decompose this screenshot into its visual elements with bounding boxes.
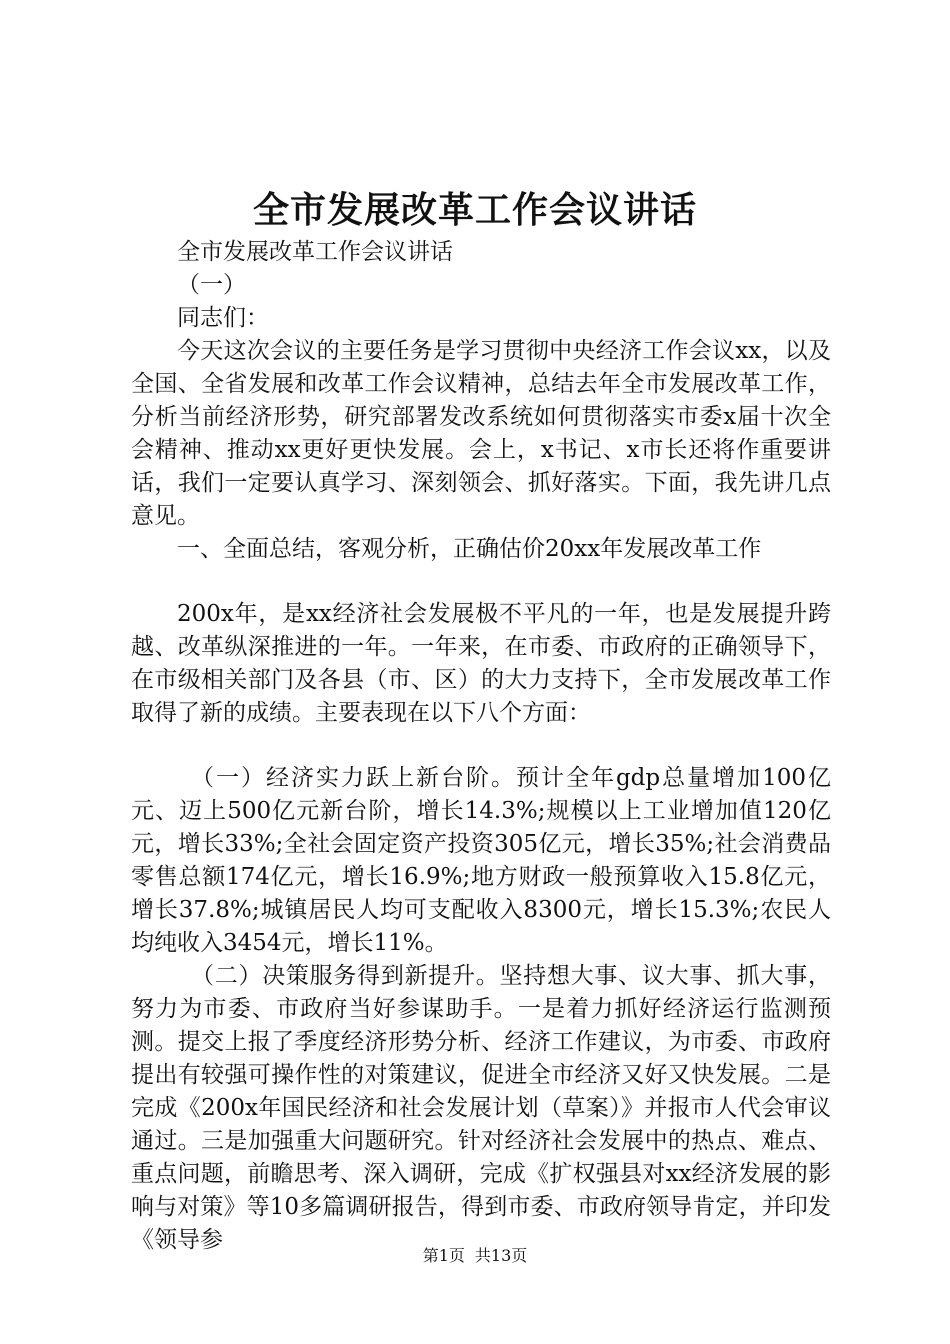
- spacer: [131, 566, 831, 598]
- document-body: [131, 236, 831, 1257]
- salutation: 同志们：: [177, 305, 269, 331]
- part-marker: （一）: [177, 272, 246, 298]
- page-total: 共13页: [474, 1246, 528, 1265]
- page-footer: [0, 1244, 950, 1268]
- section-one-heading: 一、全面总结，客观分析，正确估价20xx年发展改革工作: [177, 536, 762, 562]
- spacer: [131, 730, 831, 762]
- subtitle-line: 全市发展改革工作会议讲话: [177, 239, 453, 265]
- paragraph-overview: 200x年，是xx经济社会发展极不平凡的一年，也是发展提升跨越、改革纵深推进的一年。一年来，在市委、市政府的正确领导下，在市级相关部门及各县（市、区）的大力支持下，全市发展改革工作取得了新的成绩。主要表现在以下八个方面：: [131, 601, 831, 726]
- paragraph-intro: 今天这次会议的主要任务是学习贯彻中央经济工作会议xx，以及全国、全省发展和改革工作会议精神，总结去年全市发展改革工作，分析当前经济形势，研究部署发改系统如何贯彻落实市委x届十次全会精神、推动xx更好更快发展。会上，x书记、x市长还将作重要讲话，我们一定要认真学习、深刻领会、抓好落实。下面，我先讲几点意见。: [131, 338, 831, 529]
- paragraph-item-one: （一）经济实力跃上新台阶。预计全年gdp总量增加100亿元、迈上500亿元新台阶，增长14.3%;规模以上工业增加值120亿元，增长33%;全社会固定资产投资305亿元，增长35%;社会消费品零售总额174亿元，增长16.9%;地方财政一般预算收入15.8亿元，增长37.8%;城镇居民人均可支配收入8300元，增长15.3%;农民人均纯收入3454元，增长11%。: [131, 765, 831, 956]
- page-number: 第1页: [422, 1246, 465, 1265]
- paragraph-item-two: （二）决策服务得到新提升。坚持想大事、议大事、抓大事，努力为市委、市政府当好参谋助手。一是着力抓好经济运行监测预测。提交上报了季度经济形势分析、经济工作建议，为市委、市政府提出有较强可操作性的对策建议，促进全市经济又好又快发展。二是完成《200x年国民经济和社会发展计划（草案）》并报市人代会审议通过。三是加强重大问题研究。针对经济社会发展中的热点、难点、重点问题，前瞻思考、深入调研，完成《扩权强县对xx经济发展的影响与对策》等10多篇调研报告，得到市委、市政府领导肯定，并印发《领导参: [131, 963, 831, 1253]
- document-title: 全市发展改革工作会议讲话: [252, 189, 697, 231]
